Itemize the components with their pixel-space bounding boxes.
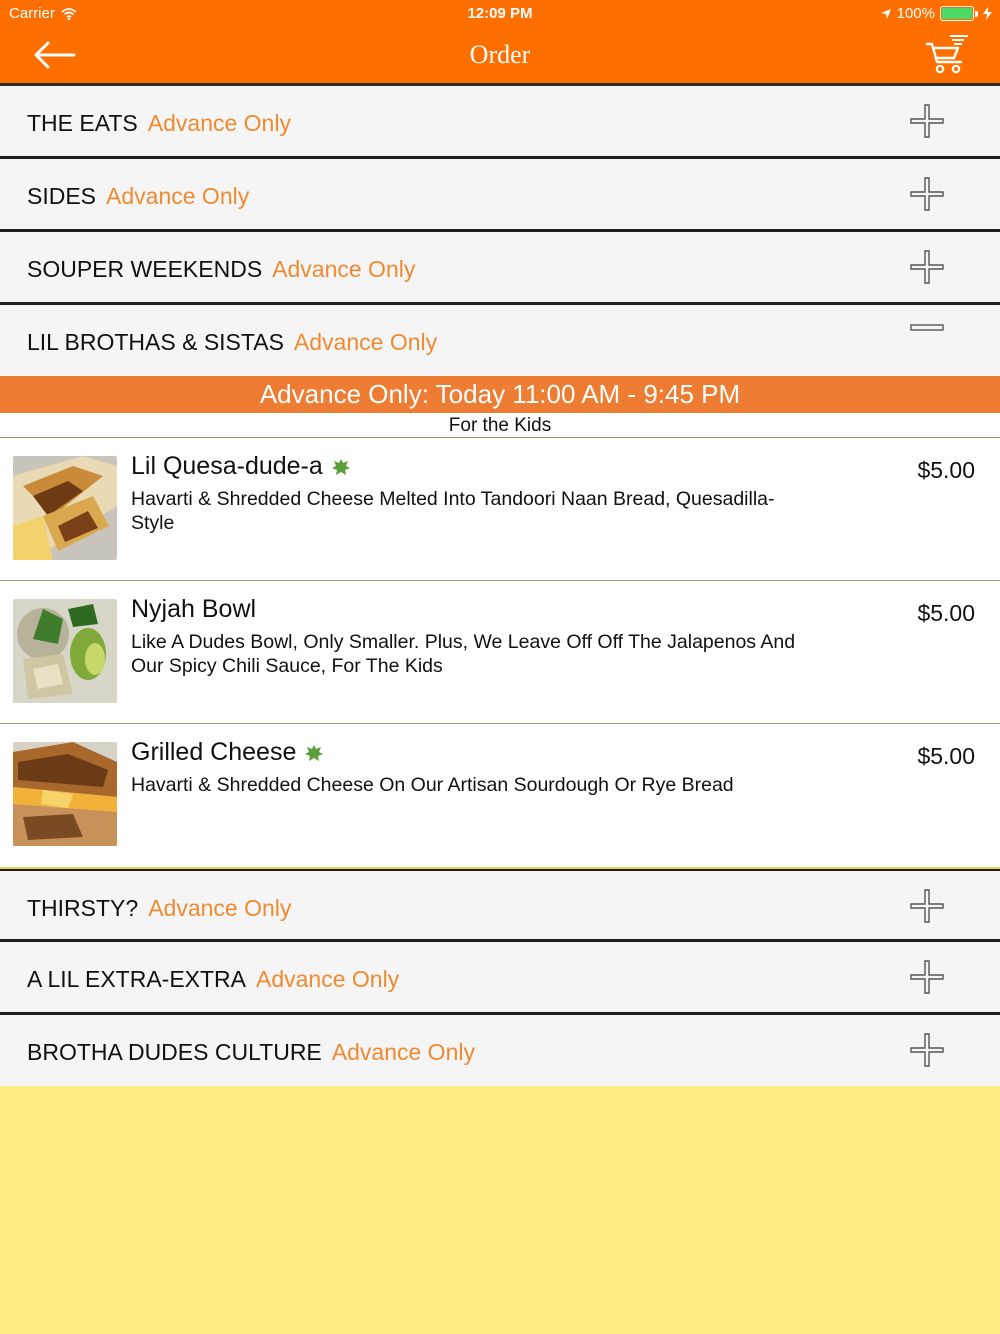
page-title: Order <box>469 40 531 69</box>
status-right <box>880 5 992 22</box>
advance-only-tag: Advance Only <box>148 895 292 921</box>
advance-only-tag: Advance Only <box>256 966 400 992</box>
battery-fill <box>942 8 972 19</box>
cart-icon <box>924 34 972 76</box>
section-title <box>27 110 291 137</box>
item-description: Havarti & Shredded Cheese Melted Into Tandoori Naan Bread, Quesadilla-Style <box>131 488 775 534</box>
plus-icon[interactable] <box>910 960 944 994</box>
advance-only-tag: Advance Only <box>293 329 438 355</box>
item-name: Grilled Cheese <box>131 738 297 766</box>
plus-icon[interactable] <box>910 250 944 284</box>
vegetarian-leaf-icon <box>304 743 324 763</box>
plus-icon[interactable] <box>910 177 944 211</box>
carrier-label: Carrier <box>9 5 55 22</box>
section-name: BROTHA DUDES CULTURE <box>27 1039 322 1065</box>
battery-tip <box>975 11 978 17</box>
item-price: $5.00 <box>917 457 975 483</box>
food-photo-quesadilla <box>13 456 117 560</box>
advance-only-tag: Advance Only <box>331 1039 475 1065</box>
section-title <box>27 1039 475 1066</box>
food-photo-grilled-cheese <box>13 742 117 846</box>
cart-button[interactable] <box>924 34 972 76</box>
plus-icon[interactable] <box>910 889 944 923</box>
section-title <box>27 895 291 922</box>
menu-item-nyjah-bowl[interactable] <box>0 581 1000 724</box>
item-description: Havarti & Shredded Cheese On Our Artisan Sourdough Or Rye Bread <box>131 774 734 796</box>
section-name: SIDES <box>27 183 97 209</box>
section-title <box>27 183 249 210</box>
charging-bolt-icon <box>983 7 992 20</box>
section-title <box>27 329 437 356</box>
section-name: THE EATS <box>27 110 138 136</box>
item-description: Like A Dudes Bowl, Only Smaller. Plus, We Leave Off Off The Jalapenos And Our Spicy Chili Sauce, For The Kids <box>131 631 796 677</box>
section-header-sides[interactable] <box>0 159 1000 232</box>
item-name-row <box>131 452 351 481</box>
section-name: SOUPER WEEKENDS <box>27 256 263 282</box>
section-header-souper-weekends[interactable] <box>0 232 1000 305</box>
food-photo-bowl <box>13 599 117 703</box>
item-name-row <box>131 738 324 767</box>
item-price: $5.00 <box>917 600 975 626</box>
section-header-thirsty[interactable] <box>0 869 1000 942</box>
section-header-the-eats[interactable] <box>0 86 1000 159</box>
minus-icon[interactable] <box>910 317 944 351</box>
battery-icon <box>940 6 974 21</box>
vegetarian-leaf-icon <box>331 457 351 477</box>
category-subheading: For the Kids <box>0 413 1000 438</box>
advance-only-tag: Advance Only <box>106 183 250 209</box>
section-header-a-lil-extra-extra[interactable] <box>0 942 1000 1015</box>
advance-only-tag: Advance Only <box>272 256 416 282</box>
plus-icon[interactable] <box>910 1033 944 1067</box>
battery-percent: 100% <box>896 5 935 22</box>
item-name: Nyjah Bowl <box>131 595 257 623</box>
menu-item-lil-quesa-dude-a[interactable] <box>0 438 1000 581</box>
menu-item-grilled-cheese[interactable] <box>0 724 1000 867</box>
advance-only-tag: Advance Only <box>147 110 291 136</box>
status-time: 12:09 PM <box>467 5 533 22</box>
section-header-brotha-dudes-culture[interactable] <box>0 1015 1000 1086</box>
section-title <box>27 966 399 993</box>
item-name-row <box>131 595 256 624</box>
item-name: Lil Quesa-dude-a <box>131 452 323 480</box>
navigation-bar <box>0 0 1000 86</box>
location-arrow-icon <box>880 8 892 20</box>
section-title <box>27 256 415 283</box>
section-header-lil-brothas-sistas[interactable] <box>0 305 1000 376</box>
section-name: THIRSTY? <box>27 895 139 921</box>
plus-icon[interactable] <box>910 104 944 138</box>
item-price: $5.00 <box>917 743 975 769</box>
section-name: A LIL EXTRA-EXTRA <box>27 966 246 992</box>
status-bar <box>0 0 1000 28</box>
availability-banner: Advance Only: Today 11:00 AM - 9:45 PM <box>0 376 1000 413</box>
section-name: LIL BROTHAS & SISTAS <box>27 329 284 355</box>
